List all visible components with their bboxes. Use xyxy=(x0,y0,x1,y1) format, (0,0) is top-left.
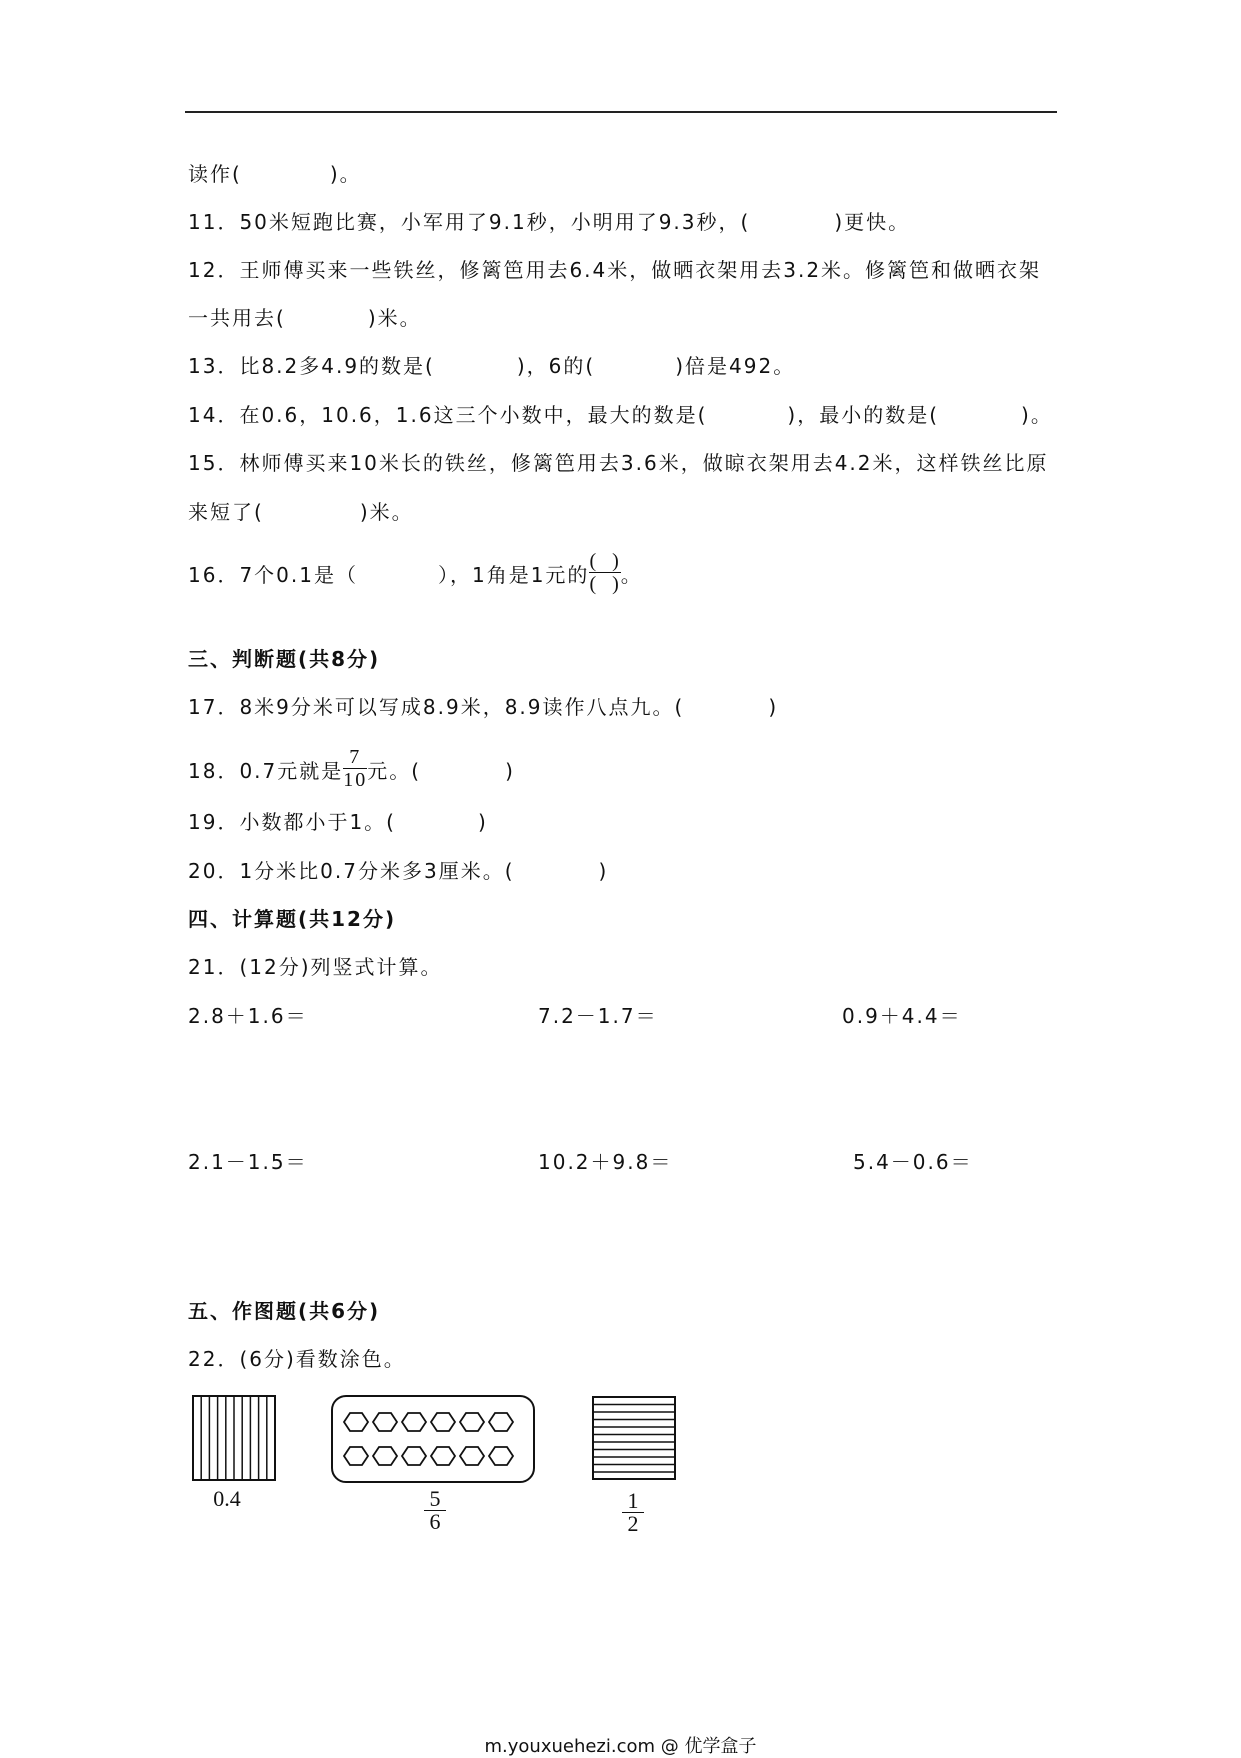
question-16: 16．7个0.1是（ ），1角是1元的 $\frac{( )}{( )}$ 。 xyxy=(188,550,643,595)
footer-watermark: m.youxuehezi.com @ 优学盒子 xyxy=(484,1736,757,1757)
figure-3-fraction: 1 2 xyxy=(622,1490,644,1535)
figure-hexagon-box xyxy=(330,1394,536,1484)
question-21: 21．(12分)列竖式计算。 xyxy=(188,955,443,979)
question-20: 20．1分米比0.7分米多3厘米。( ) xyxy=(188,859,609,883)
question-15-line2: 来短了( )米。 xyxy=(188,500,414,524)
figure-2-fraction: 5 6 xyxy=(424,1488,446,1533)
question-14: 14．在0.6，10.6，1.6这三个小数中，最大的数是( )，最小的数是( )。 xyxy=(188,403,1053,427)
calc-2: 7.2－1.7＝ xyxy=(538,1004,658,1028)
question-17: 17．8米9分米可以写成8.9米，8.9读作八点九。( ) xyxy=(188,695,779,719)
header-rule xyxy=(185,111,1057,113)
figure-vertical-strips xyxy=(192,1395,276,1481)
section-5-title: 五、作图题(共6分) xyxy=(188,1299,381,1323)
question-12-line2: 一共用去( )米。 xyxy=(188,306,422,330)
figure-1-label: 0.4 xyxy=(213,1486,241,1511)
calc-4: 2.1－1.5＝ xyxy=(188,1150,308,1174)
section-4-title: 四、计算题(共12分) xyxy=(188,907,397,931)
question-11: 11．50米短跑比赛，小军用了9.1秒，小明用了9.3秒，( )更快。 xyxy=(188,210,911,234)
calc-3: 0.9＋4.4＝ xyxy=(842,1004,962,1028)
question-13: 13．比8.2多4.9的数是( )，6的( )倍是492。 xyxy=(188,354,796,378)
calc-6: 5.4－0.6＝ xyxy=(853,1150,973,1174)
calc-5: 10.2＋9.8＝ xyxy=(538,1150,673,1174)
figure-horizontal-strips xyxy=(592,1396,676,1480)
question-12-line1: 12．王师傅买来一些铁丝，修篱笆用去6.4米，做晒衣架用去3.2米。修篱笆和做晒衣架 xyxy=(188,258,1042,282)
section-3-title: 三、判断题(共8分) xyxy=(188,647,381,671)
question-18: 18．0.7元就是 $\frac{7}{10}$ 元。( ) xyxy=(188,746,515,791)
q18-fraction: $\frac{7}{10}$ xyxy=(343,746,368,791)
q16-blank-fraction: $\frac{( )}{( )}$ xyxy=(589,550,621,595)
question-22: 22．(6分)看数涂色。 xyxy=(188,1347,406,1371)
question-19: 19．小数都小于1。( ) xyxy=(188,810,488,834)
question-15-line1: 15．林师傅买来10米长的铁丝，修篱笆用去3.6米，做晾衣架用去4.2米，这样铁丝比原 xyxy=(188,451,1049,475)
q10-tail: 读作( )。 xyxy=(188,162,362,186)
calc-1: 2.8＋1.6＝ xyxy=(188,1004,308,1028)
